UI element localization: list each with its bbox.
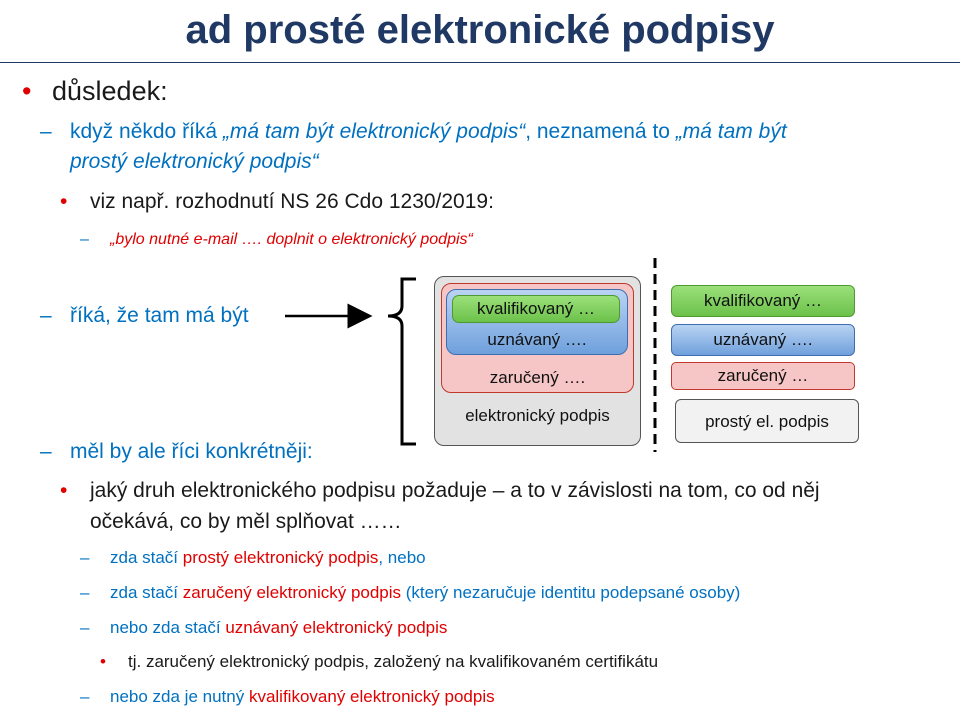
text: uznávaný elektronický podpis: [225, 618, 448, 637]
text: (který nezaručuje identitu podepsané osoby): [401, 583, 741, 602]
heading-dusledek: důsledek:: [52, 76, 168, 106]
text: zaručený elektronický podpis: [182, 583, 402, 602]
jaky-druh-2: očekává, co by měl splňovat ……: [90, 510, 402, 533]
label: uznávaný ….: [713, 330, 813, 349]
text: , nebo: [378, 548, 426, 567]
jaky-druh-1: jaký druh elektronického podpisu požaduje – a to v závislosti na tom, co od něj: [90, 479, 820, 502]
option-uznavany: [110, 618, 447, 638]
label: kvalifikovaný …: [703, 291, 823, 310]
option-kvalifikovany: [110, 687, 495, 707]
bullet: •: [60, 479, 68, 502]
list-uznavany: [671, 324, 855, 356]
box-kvalifikovany: [452, 295, 620, 323]
bullet: •: [22, 76, 32, 106]
text: zda stačí: [110, 583, 183, 602]
label-elektronicky: elektronický podpis: [465, 406, 610, 425]
option-zaruceny: [110, 583, 740, 603]
list-zaruceny: [671, 362, 855, 390]
bullet: •: [60, 190, 68, 213]
option-uznavany-detail: tj. zaručený elektronický podpis, založený na kvalifikovaném certifikátu: [128, 652, 659, 671]
dash: –: [80, 618, 90, 637]
dash: –: [80, 583, 90, 602]
label-uznavany: uznávaný ….: [487, 330, 587, 349]
text: , neznamená to: [525, 120, 676, 143]
rika-ze: říká, že tam má být: [70, 304, 249, 327]
list-kvalifikovany: [671, 285, 855, 317]
mel-by: měl by ale říci konkrétněji:: [70, 440, 313, 463]
dash: –: [40, 304, 52, 327]
page-title: ad prosté elektronické podpisy: [185, 8, 775, 52]
list-prosty: [675, 399, 859, 443]
text: zda stačí: [110, 548, 183, 567]
dash: –: [80, 548, 90, 567]
dash: –: [80, 231, 89, 248]
option-prosty: [110, 548, 426, 568]
point-rika-2: prostý elektronický podpis“: [70, 150, 319, 173]
dash: –: [80, 687, 90, 706]
text: kvalifikovaný elektronický podpis: [248, 687, 495, 706]
label-kvalifikovany: kvalifikovaný …: [476, 299, 596, 318]
dash: –: [40, 120, 52, 143]
brace: [388, 279, 416, 444]
text: když někdo říká: [70, 120, 223, 143]
label: zaručený …: [717, 366, 809, 385]
text: „má tam být: [675, 120, 787, 143]
text: nebo zda stačí: [110, 618, 226, 637]
dash: –: [40, 440, 52, 463]
viz-rozhodnuti: viz např. rozhodnutí NS 26 Cdo 1230/2019:: [90, 190, 494, 213]
text: „má tam být elektronický podpis“: [222, 120, 526, 143]
label: prostý el. podpis: [705, 412, 829, 431]
text: prostý elektronický podpis: [182, 548, 379, 567]
label-zaruceny: zaručený ….: [489, 368, 586, 387]
bullet: •: [100, 652, 106, 671]
quote: „bylo nutné e-mail …. doplnit o elektronický podpis“: [110, 231, 473, 248]
text: nebo zda je nutný: [110, 687, 249, 706]
